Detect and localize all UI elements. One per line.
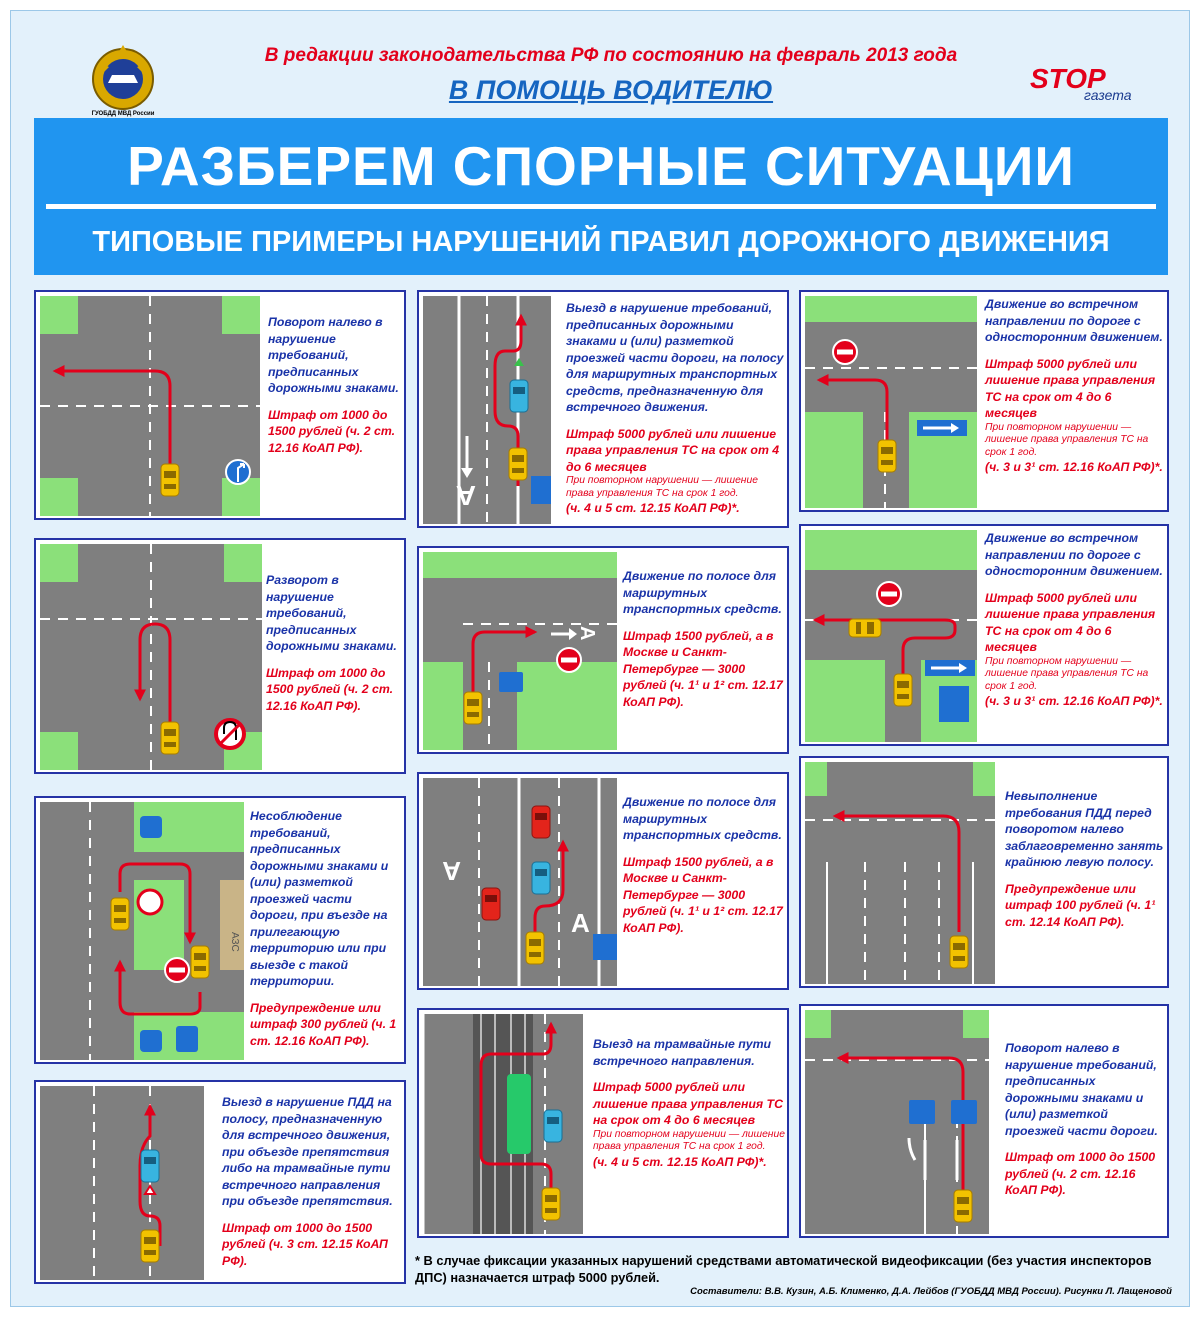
case-8-ref: (ч. 4 и 5 ст. 12.15 КоАП РФ)*. [593,1154,767,1169]
illustration-9 [805,296,977,508]
case-6-description: Движение по полосе для маршрутных транспортных средств. [623,569,782,616]
police-emblem-icon [83,39,163,119]
illustration-1 [40,296,260,516]
page-title: РАЗБЕРЕМ СПОРНЫЕ СИТУАЦИИ [127,135,1075,197]
case-11-description: Невыполнение требования ПДД перед поворотом налево заблаговременно занять крайнюю левую полосу. [1005,789,1164,869]
case-card-6 [417,546,789,754]
illustration-12 [805,1010,989,1234]
case-9-description: Движение во встречном направлении по дороге с односторонним движением. [985,297,1163,344]
case-7-description: Движение по полосе для маршрутных транспортных средств. [623,795,782,842]
case-5-note: При повторном нарушении — лишение права управления ТС на срок 1 год. [566,475,758,499]
case-4-fine: Штраф от 1000 до 1500 рублей (ч. 3 ст. 12.15 КоАП РФ). [222,1220,388,1268]
case-card-4 [34,1080,406,1284]
station-label: АЗС [229,932,240,952]
legal-note: В редакции законодательства РФ по состоянию на февраль 2013 года [264,45,958,66]
footnote: * В случае фиксации указанных нарушений средствами автоматической видеофиксации (без участия инспекторов ДПС) назначается штраф 5000 рублей. [415,1253,1152,1285]
case-7-fine: Штраф 1500 рублей, а в Москве и Санкт-Петербурге — 3000 рублей (ч. 1¹ и 1² ст. 12.17 КоАП РФ). [623,854,783,935]
title-banner [34,118,1168,275]
case-8-description: Выезд на трамвайные пути встречного направления. [593,1037,772,1068]
illustration-3 [40,802,244,1060]
case-8-note: При повторном нарушении — лишение права управления ТС на срок 1 год. [593,1128,785,1152]
case-card-3 [34,796,406,1064]
logo-main: STOP [1030,63,1106,94]
case-10-ref: (ч. 3 и 3¹ ст. 12.16 КоАП РФ)*. [985,694,1163,708]
illustration-8 [423,1014,583,1234]
illustration-4 [40,1086,204,1280]
case-3-fine: Предупреждение или штраф 300 рублей (ч. 1 ст. 12.16 КоАП РФ). [250,1000,397,1048]
case-10-description: Движение во встречном направлении по дороге с односторонним движением. [985,531,1163,578]
illustration-7 [423,778,617,986]
case-card-2 [34,538,406,774]
case-12-fine: Штраф от 1000 до 1500 рублей (ч. 2 ст. 12.16 КоАП РФ). [1005,1150,1156,1197]
case-4-description: Выезд в нарушение ПДД на полосу, предназначенную для встречного движения, при объезде препятствия либо на трамвайные пути встречного направления при объезде препятствия. [222,1095,393,1208]
banner-divider [46,204,1156,209]
svg-text:A: A [442,856,461,886]
page-subtitle: В ПОМОЩЬ ВОДИТЕЛЮ [448,75,774,105]
case-card-12 [799,1004,1169,1238]
banner-subtitle: ТИПОВЫЕ ПРИМЕРЫ НАРУШЕНИЙ ПРАВИЛ ДОРОЖНОГО ДВИЖЕНИЯ [92,226,1110,258]
stop-gazeta-logo [1026,63,1156,107]
logo-sub: газета [1084,87,1132,103]
case-9-note: При повторном нарушении — лишение права управления ТС на срок 1 год. [985,421,1149,458]
svg-text:A: A [455,480,476,511]
case-1-fine: Штраф от 1000 до 1500 рублей (ч. 2 ст. 12.16 КоАП РФ). [268,407,396,455]
case-6-fine: Штраф 1500 рублей, а в Москве и Санкт-Петербурге — 3000 рублей (ч. 1¹ и 1² ст. 12.17 КоАП РФ). [623,628,783,709]
case-card-5 [417,290,789,528]
case-card-1 [34,290,406,520]
case-5-description: Выезд в нарушение требований, предписанных дорожными знаками и (или) разметкой проезжей части дороги, на полосу для маршрутных транспортных средств, предназначенную для встречного движения. [566,301,784,414]
emblem-caption: ГУОБДД МВД России [91,111,155,117]
case-3-description: Несоблюдение требований, предписанных дорожными знаками и (или) разметкой проезжей части дороги, при въезде на прилегающую территорию или при выезде с такой территории. [250,809,389,988]
case-10-fine: Штраф 5000 рублей или лишение права управления ТС на срок от 4 до 6 месяцев [985,590,1156,654]
case-10-note: При повторном нарушении — лишение права управления ТС на срок 1 год. [985,655,1149,692]
case-card-8 [417,1008,789,1238]
illustration-2 [40,544,262,770]
svg-text:A: A [576,626,598,641]
case-card-11 [799,756,1169,988]
case-card-7 [417,772,789,990]
case-12-description: Поворот налево в нарушение требований, предписанных дорожными знаками и (или) разметкой проезжей части дороги. [1005,1041,1158,1138]
illustration-6 [423,552,617,750]
case-8-fine: Штраф 5000 рублей или лишение права управления ТС на срок от 4 до 6 месяцев [593,1080,783,1127]
case-9-ref: (ч. 3 и 3¹ ст. 12.16 КоАП РФ)*. [985,460,1163,474]
case-card-10 [799,524,1169,746]
case-1-description: Поворот налево в нарушение требований, предписанных дорожными знаками. [268,315,399,395]
case-5-fine: Штраф 5000 рублей или лишение права управления ТС на срок от 4 до 6 месяцев [566,426,780,474]
case-card-9 [799,290,1169,512]
authors-credit: Составители: В.В. Кузин, А.Б. Клименко, Д.А. Лейбов (ГУОБДД МВД России). Рисунки Л. Лащеновой [690,1286,1172,1297]
case-2-description: Разворот в нарушение требований, предписанных дорожными знаками. [266,573,397,653]
illustration-10 [805,530,977,742]
case-11-fine: Предупреждение или штраф 100 рублей (ч. 1¹ ст. 12.14 КоАП РФ). [1005,881,1156,929]
case-5-ref: (ч. 4 и 5 ст. 12.15 КоАП РФ)*. [566,501,740,515]
illustration-5 [423,296,551,524]
illustration-11 [805,762,995,984]
case-2-fine: Штраф от 1000 до 1500 рублей (ч. 2 ст. 12.16 КоАП РФ). [266,665,394,713]
svg-text:A: A [571,908,590,938]
case-9-fine: Штраф 5000 рублей или лишение права управления ТС на срок от 4 до 6 месяцев [985,356,1156,420]
